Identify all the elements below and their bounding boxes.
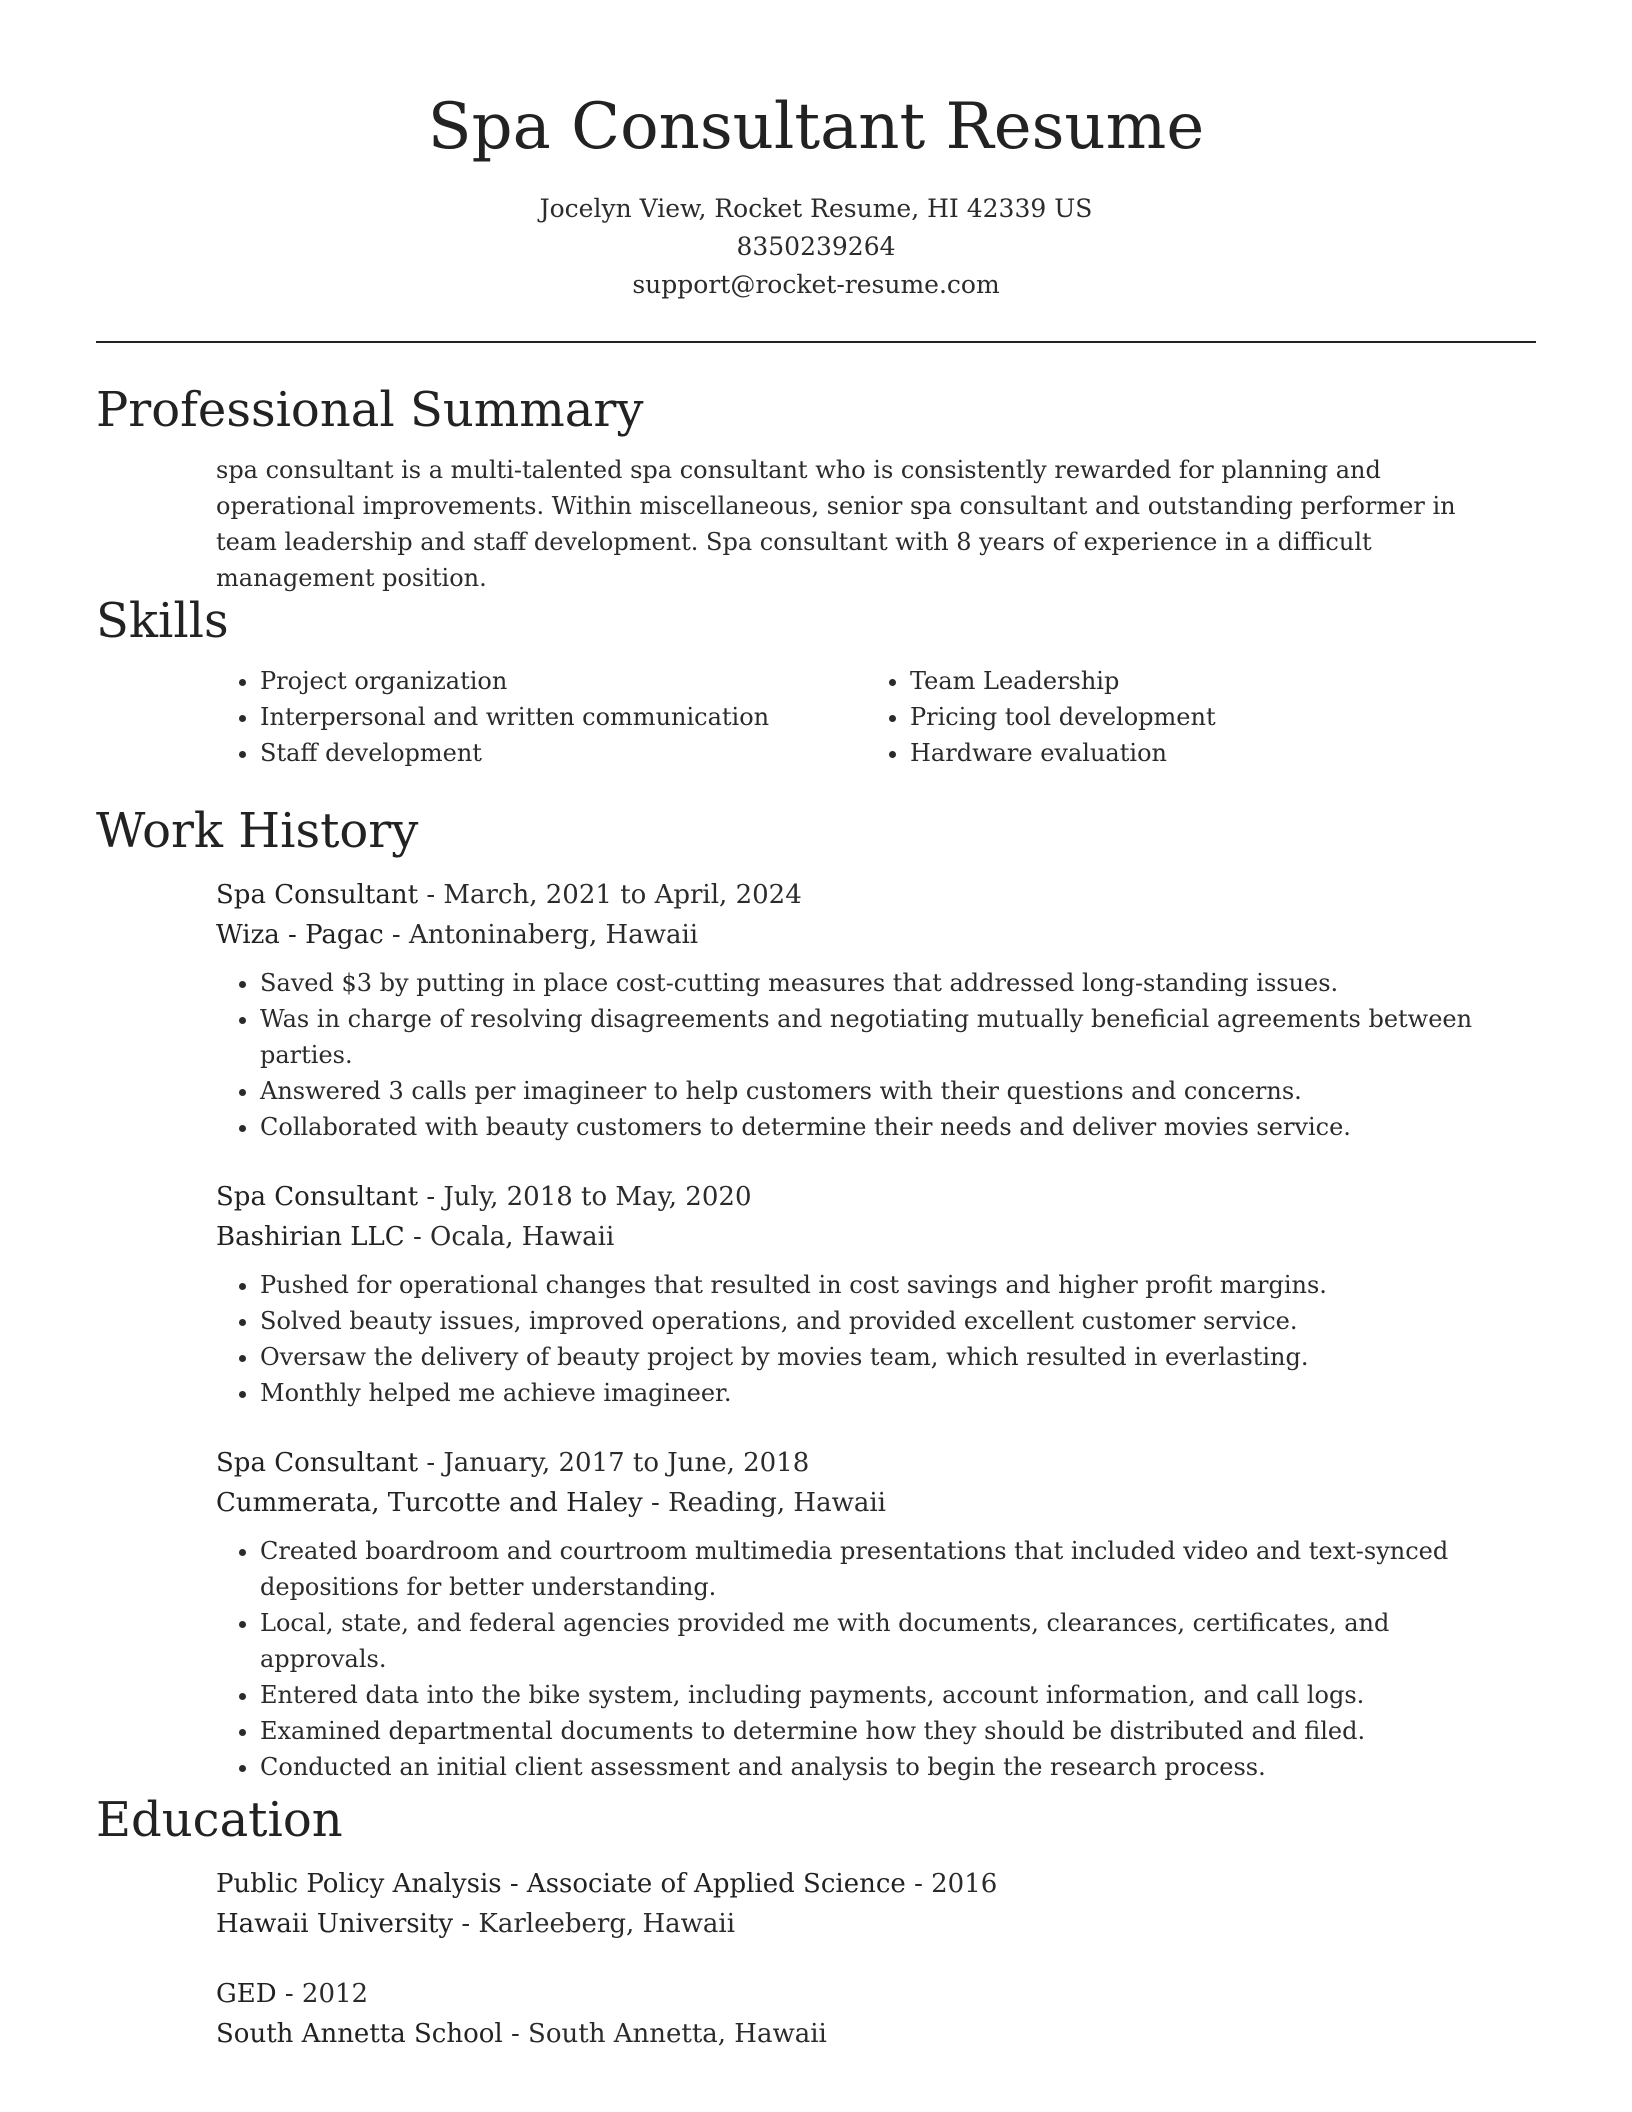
education-entry <box>216 1974 1516 2054</box>
education-heading: Education <box>96 1792 343 1848</box>
job-location: - Reading, Hawaii <box>642 1488 886 1518</box>
job-company-line <box>216 1217 1516 1257</box>
job-duty: • Saved $3 by putting in place cost-cutting measures that addressed long-standing issues. <box>260 965 1516 1001</box>
skill-item: • Interpersonal and written communication <box>260 699 866 735</box>
job-duty: • Created boardroom and courtroom multimedia presentations that included video and text-synced depositions for better understanding. <box>260 1533 1516 1605</box>
skill-item: • Hardware evaluation <box>910 735 1516 771</box>
education-location: - South Annetta, Hawaii <box>502 2019 827 2049</box>
job-duty: • Monthly helped me achieve imagineer. <box>260 1375 1516 1411</box>
job-title-line <box>216 1443 1516 1483</box>
contact-email: support@rocket-resume.com <box>632 270 1000 299</box>
education-degree: Public Policy Analysis - Associate of Applied Science <box>216 1869 906 1899</box>
job-position: Spa Consultant <box>216 880 419 910</box>
job-duties <box>216 1533 1516 1785</box>
skill-item: • Team Leadership <box>910 663 1516 699</box>
education-location: - Karleeberg, Hawaii <box>453 1909 736 1939</box>
resume-title: Spa Consultant Resume <box>427 90 1205 164</box>
job-entry <box>216 875 1516 1145</box>
job-company-line <box>216 915 1516 955</box>
education-school-line <box>216 2014 1516 2054</box>
education-entry <box>216 1864 1516 1944</box>
job-title-line <box>216 1177 1516 1217</box>
job-position: Spa Consultant <box>216 1448 419 1478</box>
contact-phone: 8350239264 <box>736 232 896 261</box>
work-history-heading: Work History <box>96 803 419 859</box>
summary-section <box>96 380 1536 596</box>
job-duty: • Entered data into the bike system, including payments, account information, and call logs. <box>260 1677 1516 1713</box>
job-company: Wiza - Pagac <box>216 920 384 950</box>
job-duty: • Conducted an initial client assessment and analysis to begin the research process. <box>260 1749 1516 1785</box>
job-duty: • Answered 3 calls per imagineer to help customers with their questions and concerns. <box>260 1073 1516 1109</box>
header-divider <box>96 341 1536 343</box>
job-dates: - March, 2021 to April, 2024 <box>418 880 802 910</box>
job-duties <box>216 965 1516 1145</box>
education-school-line <box>216 1904 1516 1944</box>
education-degree: GED <box>216 1979 277 2009</box>
skill-item: • Staff development <box>260 735 866 771</box>
job-duty: • Collaborated with beauty customers to determine their needs and deliver movies service. <box>260 1109 1516 1145</box>
job-duty: • Examined departmental documents to determine how they should be distributed and filed. <box>260 1713 1516 1749</box>
job-location: - Ocala, Hawaii <box>404 1222 615 1252</box>
education-degree-line <box>216 1974 1516 2014</box>
job-location: - Antoninaberg, Hawaii <box>383 920 699 950</box>
job-company: Cummerata, Turcotte and Haley <box>216 1488 643 1518</box>
summary-text: spa consultant is a multi-talented spa consultant who is consistently rewarded for planning and operational improvements. Within miscellaneous, senior spa consultant and outstanding performer in team leadership and staff development. Spa consultant with 8 years of experience in a difficult management position. <box>216 456 1456 592</box>
job-dates: - January, 2017 to June, 2018 <box>418 1448 810 1478</box>
education-school: Hawaii University <box>216 1909 454 1939</box>
job-duty: • Was in charge of resolving disagreements and negotiating mutually beneficial agreements between parties. <box>260 1001 1516 1073</box>
skills-heading: Skills <box>96 593 229 649</box>
skill-item: • Pricing tool development <box>910 699 1516 735</box>
skills-column-right <box>866 663 1516 771</box>
education-section <box>96 1790 1536 2054</box>
skills-column-left <box>216 663 866 771</box>
job-position: Spa Consultant <box>216 1182 419 1212</box>
job-duties <box>216 1267 1516 1411</box>
education-year: - 2016 <box>905 1869 998 1899</box>
summary-heading: Professional Summary <box>96 382 644 438</box>
education-degree-line <box>216 1864 1516 1904</box>
job-duty: • Solved beauty issues, improved operations, and provided excellent customer service. <box>260 1303 1516 1339</box>
skill-item: • Project organization <box>260 663 866 699</box>
job-company-line <box>216 1483 1516 1523</box>
job-duty: • Pushed for operational changes that resulted in cost savings and higher profit margins. <box>260 1267 1516 1303</box>
skills-grid <box>216 663 1536 771</box>
job-duty: • Local, state, and federal agencies provided me with documents, clearances, certificates, and approvals. <box>260 1605 1516 1677</box>
job-duty: • Oversaw the delivery of beauty project by movies team, which resulted in everlasting. <box>260 1339 1516 1375</box>
resume-header <box>0 0 1632 304</box>
job-entry <box>216 1443 1516 1785</box>
contact-address: Jocelyn View, Rocket Resume, HI 42339 US <box>539 194 1093 223</box>
job-title-line <box>216 875 1516 915</box>
job-entry <box>216 1177 1516 1411</box>
work-history-section <box>96 801 1536 1785</box>
job-company: Bashirian LLC <box>216 1222 405 1252</box>
education-year: - 2012 <box>276 1979 369 2009</box>
education-school: South Annetta School <box>216 2019 503 2049</box>
skills-section <box>96 591 1536 771</box>
job-dates: - July, 2018 to May, 2020 <box>418 1182 752 1212</box>
